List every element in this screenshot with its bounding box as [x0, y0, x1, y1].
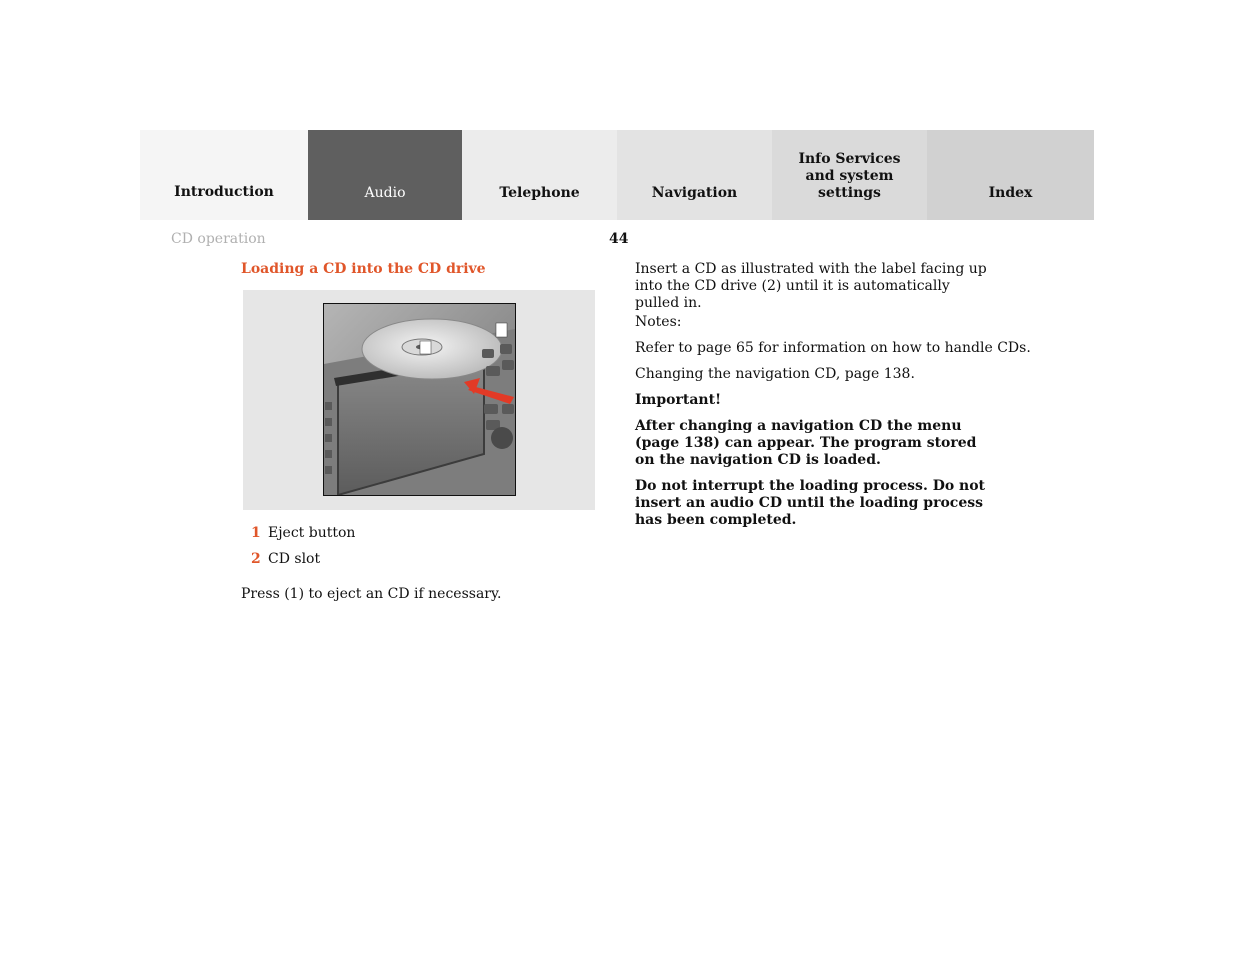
note-refer: Refer to page 65 for information on how to handle CDs. [635, 340, 1031, 356]
legend-number: 2 [251, 551, 261, 567]
legend-label: CD slot [268, 551, 321, 567]
tab-telephone[interactable]: Telephone [462, 130, 617, 220]
legend-number: 1 [251, 525, 261, 541]
chapter-tabs [140, 130, 1094, 220]
figure-panel [243, 290, 595, 510]
callout-marker-1 [420, 341, 431, 354]
important-do-not-interrupt: Do not interrupt the loading process. Do not insert an audio CD until the loading process has been completed. [635, 478, 986, 528]
insert-instruction: Insert a CD as illustrated with the label facing up into the CD drive (2) until it is automatically pulled in. [635, 261, 987, 311]
section-title: CD operation [171, 231, 266, 247]
important-label: Important! [635, 392, 722, 408]
tab-info-services-label: Info Services and system settings [798, 151, 901, 201]
tab-index[interactable]: Index [927, 130, 1094, 220]
cd-drive-photo [323, 303, 516, 496]
page-number: 44 [609, 231, 629, 247]
cd-drive-illustration [324, 304, 515, 495]
important-after-change: After changing a navigation CD the menu (page 138) can appear. The program stored on the navigation CD is loaded. [635, 418, 977, 468]
note-change-cd: Changing the navigation CD, page 138. [635, 366, 915, 382]
notes-label: Notes: [635, 314, 682, 330]
tab-navigation[interactable]: Navigation [617, 130, 772, 220]
tab-introduction[interactable]: Introduction [140, 130, 308, 220]
callout-marker-2 [496, 323, 507, 337]
tab-audio[interactable]: Audio [308, 130, 462, 220]
tab-info-services[interactable] [772, 130, 927, 220]
legend-label: Eject button [268, 525, 356, 541]
legend-item-eject [251, 525, 355, 541]
page-heading: Loading a CD into the CD drive [241, 261, 486, 277]
eject-instruction: Press (1) to eject an CD if necessary. [241, 586, 502, 602]
legend-item-slot [251, 551, 320, 567]
